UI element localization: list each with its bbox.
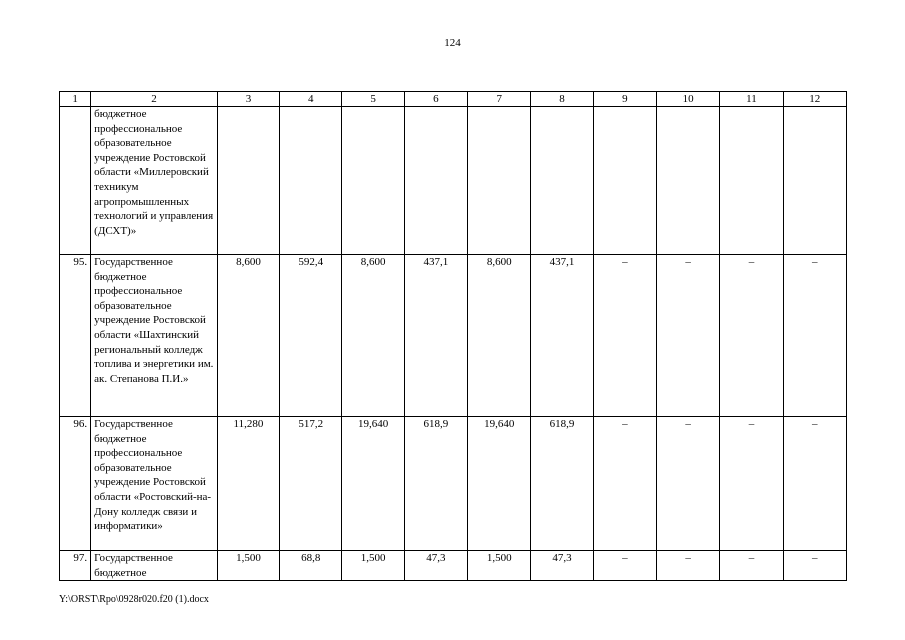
cell-value: 19,640 bbox=[468, 417, 531, 551]
column-header: 2 bbox=[91, 92, 218, 107]
cell-value: 68,8 bbox=[280, 551, 342, 581]
cell-value: 11,280 bbox=[217, 417, 279, 551]
table-row bbox=[60, 107, 847, 255]
cell-value: – bbox=[656, 417, 719, 551]
row-number: 96. bbox=[60, 417, 91, 551]
row-number: 97. bbox=[60, 551, 91, 581]
cell-value: 592,4 bbox=[280, 255, 342, 417]
institution-name: Государственное бюджетное bbox=[91, 551, 218, 581]
column-header: 4 bbox=[280, 92, 342, 107]
cell-value bbox=[342, 107, 404, 255]
cell-value: 618,9 bbox=[531, 417, 593, 551]
cell-value: 517,2 bbox=[280, 417, 342, 551]
column-header: 5 bbox=[342, 92, 404, 107]
cell-value bbox=[656, 107, 719, 255]
cell-value: 8,600 bbox=[217, 255, 279, 417]
institution-name: бюджетное профессиональное образовательное учреждение Ростовской области «Миллеровский техникум агропромышленных технологий и управления (ДСХТ)» bbox=[91, 107, 218, 255]
cell-value bbox=[468, 107, 531, 255]
cell-value: 1,500 bbox=[342, 551, 404, 581]
cell-value: 8,600 bbox=[468, 255, 531, 417]
footer-file-path: Y:\ORST\Rpo\0928r020.f20 (1).docx bbox=[59, 594, 209, 605]
column-header: 9 bbox=[593, 92, 656, 107]
cell-value: 1,500 bbox=[217, 551, 279, 581]
cell-value: 1,500 bbox=[468, 551, 531, 581]
header-row bbox=[60, 92, 847, 107]
cell-value: 437,1 bbox=[531, 255, 593, 417]
column-header: 7 bbox=[468, 92, 531, 107]
cell-value bbox=[593, 107, 656, 255]
institution-name: Государственное бюджетное профессиональное образовательное учреждение Ростовской области «Ростовский-на-Дону колледж связи и информатики» bbox=[91, 417, 218, 551]
cell-value: 8,600 bbox=[342, 255, 404, 417]
cell-value: – bbox=[593, 551, 656, 581]
page-number: 124 bbox=[444, 37, 461, 49]
cell-value bbox=[720, 107, 783, 255]
table-row bbox=[60, 255, 847, 417]
table-row bbox=[60, 551, 847, 581]
cell-value: – bbox=[593, 255, 656, 417]
cell-value: – bbox=[593, 417, 656, 551]
cell-value: – bbox=[783, 255, 846, 417]
cell-value bbox=[783, 107, 846, 255]
cell-value: – bbox=[720, 255, 783, 417]
table-row bbox=[60, 417, 847, 551]
cell-value bbox=[404, 107, 467, 255]
data-table bbox=[59, 91, 847, 581]
column-header: 12 bbox=[783, 92, 846, 107]
column-header: 1 bbox=[60, 92, 91, 107]
cell-value bbox=[280, 107, 342, 255]
column-header: 11 bbox=[720, 92, 783, 107]
cell-value: – bbox=[783, 551, 846, 581]
column-header: 10 bbox=[656, 92, 719, 107]
institution-name: Государственное бюджетное профессиональное образовательное учреждение Ростовской области «Шахтинский региональный колледж топлива и энергетики им. ак. Степанова П.И.» bbox=[91, 255, 218, 417]
cell-value: – bbox=[720, 551, 783, 581]
column-header: 8 bbox=[531, 92, 593, 107]
cell-value: 437,1 bbox=[404, 255, 467, 417]
column-header: 3 bbox=[217, 92, 279, 107]
cell-value: – bbox=[656, 551, 719, 581]
cell-value: 47,3 bbox=[404, 551, 467, 581]
cell-value: 19,640 bbox=[342, 417, 404, 551]
row-number bbox=[60, 107, 91, 255]
cell-value bbox=[217, 107, 279, 255]
row-number: 95. bbox=[60, 255, 91, 417]
cell-value bbox=[531, 107, 593, 255]
cell-value: 618,9 bbox=[404, 417, 467, 551]
column-header: 6 bbox=[404, 92, 467, 107]
cell-value: – bbox=[783, 417, 846, 551]
cell-value: – bbox=[720, 417, 783, 551]
cell-value: 47,3 bbox=[531, 551, 593, 581]
cell-value: – bbox=[656, 255, 719, 417]
